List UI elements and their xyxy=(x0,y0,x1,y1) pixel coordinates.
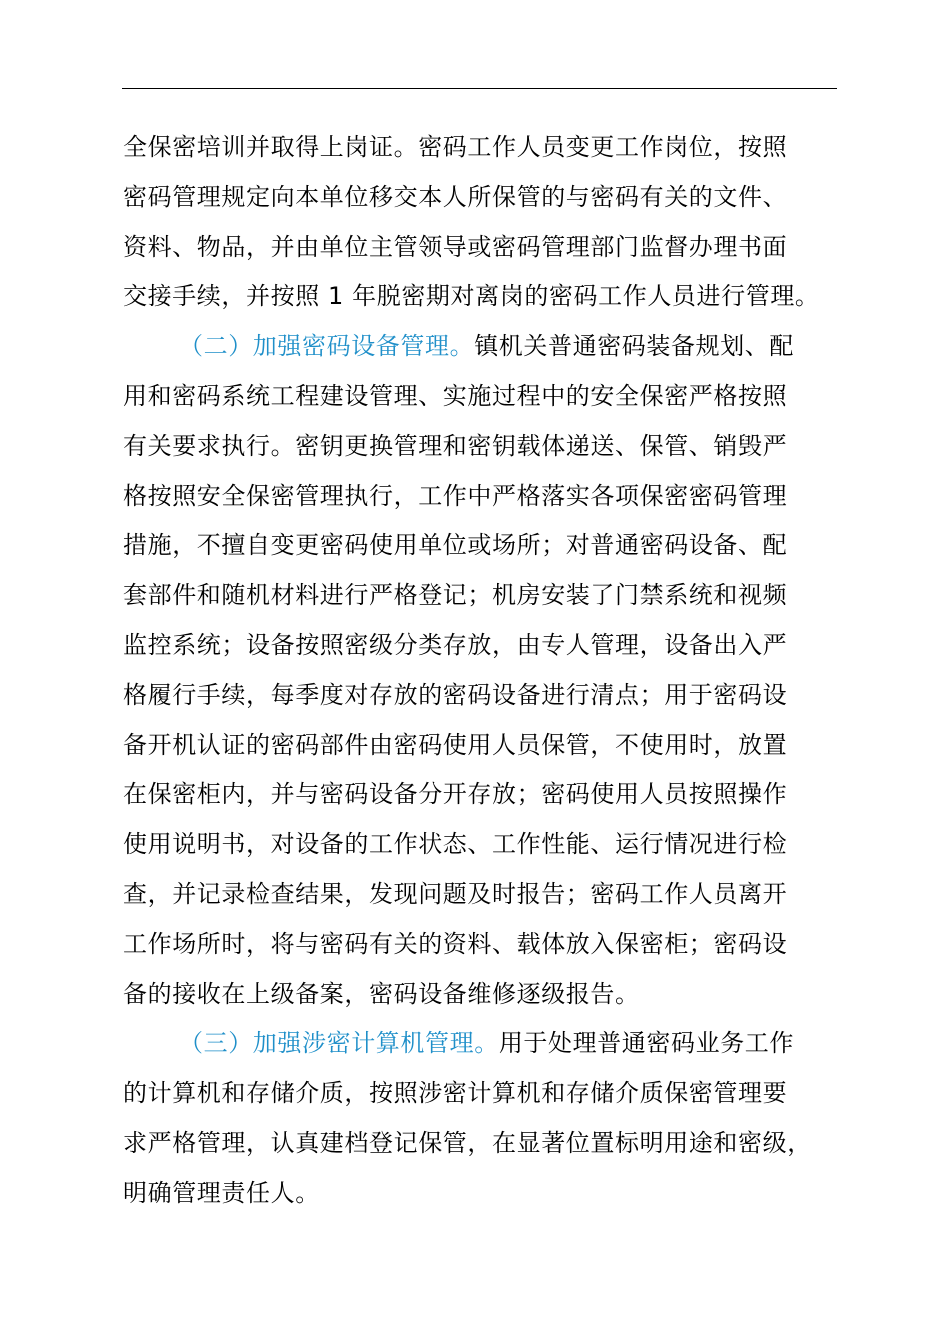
text-line: 密码管理规定向本单位移交本人所保管的与密码有关的文件、 xyxy=(123,182,788,211)
paragraph-device-management xyxy=(123,322,863,1019)
text-line: 使用说明书，对设备的工作状态、工作性能、运行情况进行检 xyxy=(123,830,788,859)
text-line: 明确管理责任人。 xyxy=(123,1178,320,1207)
text-line: 交接手续，并按照 1 年脱密期对离岗的密码工作人员进行管理。 xyxy=(123,282,820,311)
text-line: 全保密培训并取得上岗证。密码工作人员变更工作岗位，按照 xyxy=(123,133,788,161)
text-line: 格按照安全保密管理执行，工作中严格落实各项保密密码管理 xyxy=(123,481,788,510)
text-line: 用和密码系统工程建设管理、实施过程中的安全保密严格按照 xyxy=(123,381,788,410)
paragraph-computer-management xyxy=(123,1019,863,1218)
paragraph-first-line xyxy=(123,322,863,372)
text-line: 求严格管理，认真建档登记保管，在显著位置标明用途和密级， xyxy=(123,1128,812,1157)
text-line: 套部件和随机材料进行严格登记；机房安装了门禁系统和视频 xyxy=(123,581,788,610)
text-segment: 镇机关普通密码装备规划、配 xyxy=(474,332,795,361)
text-line: 备开机认证的密码部件由密码使用人员保管，不使用时，放置 xyxy=(123,730,788,759)
text-line: 备的接收在上级备案，密码设备维修逐级报告。 xyxy=(123,979,640,1008)
text-line: 有关要求执行。密钥更换管理和密钥载体递送、保管、销毁严 xyxy=(123,431,788,460)
header-rule xyxy=(122,88,837,89)
text-line: 资料、物品，并由单位主管领导或密码管理部门监督办理书面 xyxy=(123,232,788,261)
paragraph-first-line xyxy=(123,1019,863,1069)
text-line: 的计算机和存储介质，按照涉密计算机和存储介质保密管理要 xyxy=(123,1079,788,1108)
text-line: 查，并记录检查结果，发现问题及时报告；密码工作人员离开 xyxy=(123,879,788,908)
text-line: 格履行手续，每季度对存放的密码设备进行清点；用于密码设 xyxy=(123,680,788,709)
text-line: 在保密柜内，并与密码设备分开存放；密码使用人员按照操作 xyxy=(123,780,788,809)
text-line: 措施，不擅自变更密码使用单位或场所；对普通密码设备、配 xyxy=(123,531,788,560)
section-heading-3: （三）加强涉密计算机管理。 xyxy=(179,1029,499,1058)
paragraph-personnel-continued xyxy=(123,123,863,322)
text-line: 监控系统；设备按照密级分类存放，由专人管理，设备出入严 xyxy=(123,630,788,659)
section-heading-2: （二）加强密码设备管理。 xyxy=(179,332,475,361)
text-segment: 用于处理普通密码业务工作 xyxy=(498,1029,795,1058)
text-line: 工作场所时，将与密码有关的资料、载体放入保密柜；密码设 xyxy=(123,929,788,958)
body-text xyxy=(123,123,863,1219)
